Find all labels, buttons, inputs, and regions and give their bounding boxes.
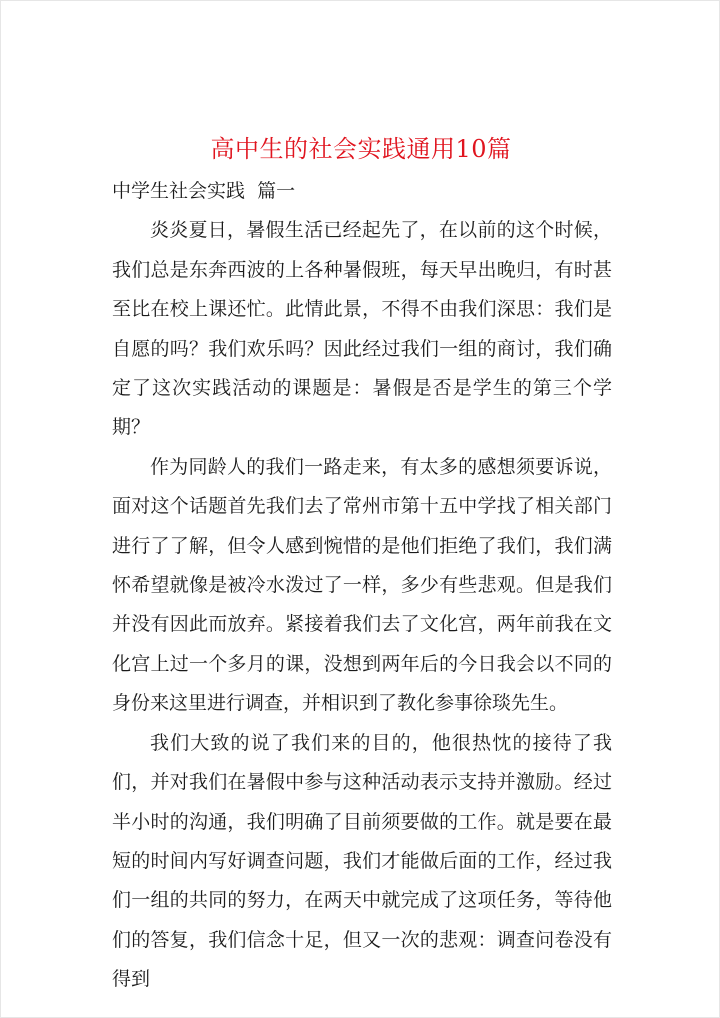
document-title: 高中生的社会实践通用10篇 bbox=[210, 135, 512, 164]
document-body bbox=[112, 172, 612, 1000]
paragraph-3: 我们大致的说了我们来的目的，他很热忱的接待了我们，并对我们在暑假中参与这种活动表示支持并激励。经过半小时的沟通，我们明确了目前须要做的工作。就是要在最短的时间内写好调查问题，我们才能做后面的工作，经过我们一组的共同的努力，在两天中就完成了这项任务，等待他们的答复，我们信念十足，但又一次的悲观：调查问卷没有得到 bbox=[112, 731, 612, 991]
paragraph-1: 炎炎夏日，暑假生活已经起先了，在以前的这个时候，我们总是东奔西波的上各种暑假班，每天早出晚归，有时甚至比在校上课还忙。此情此景，不得不由我们深思：我们是自愿的吗？我们欢乐吗？因此经过我们一组的商讨，我们确定了这次实践活动的课题是：暑假是否是学生的第三个学期？ bbox=[112, 219, 612, 439]
paragraph-2: 作为同龄人的我们一路走来，有太多的感想须要诉说，面对这个话题首先我们去了常州市第十五中学找了相关部门进行了了解，但令人感到惋惜的是他们拒绝了我们，我们满怀希望就像是被冷水泼过了一样，多少有些悲观。但是我们并没有因此而放弃。紧接着我们去了文化宫，两年前我在文化宫上过一个多月的课，没想到两年后的今日我会以不同的身份来这里进行调查，并相识到了教化参事徐琰先生。 bbox=[112, 455, 612, 715]
section-heading: 中学生社会实践 篇一 bbox=[112, 180, 296, 202]
